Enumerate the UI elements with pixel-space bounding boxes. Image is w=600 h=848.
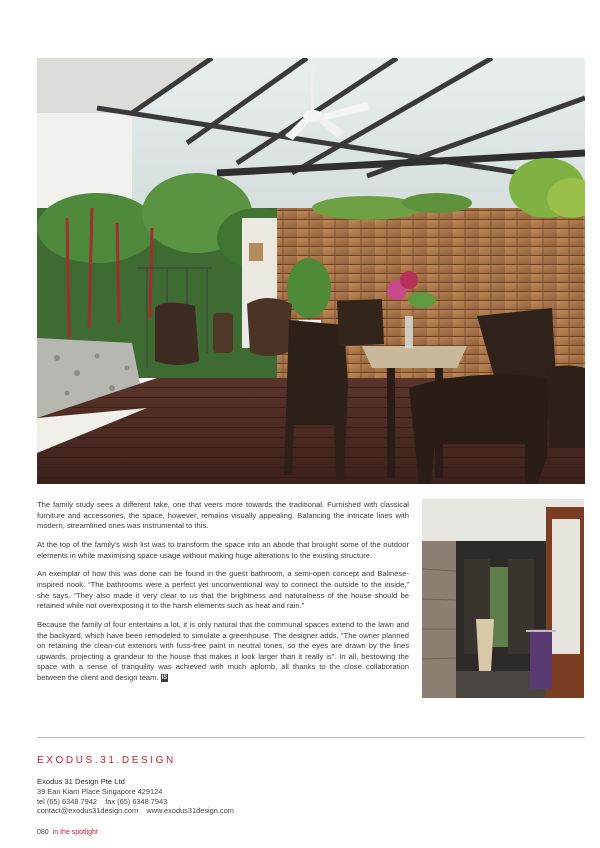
- paragraph: At the top of the family’s wish list was to transform the space into an abode that brought some of the outdoor elements in while maximising space usage without making huge alterations to the existing structure.: [37, 539, 409, 560]
- brand-logo: EXODUS.31.DESIGN: [37, 755, 176, 766]
- bathroom-photo: [422, 499, 584, 698]
- page-footer: [37, 829, 98, 836]
- bathroom-illustration: [422, 499, 584, 698]
- page-number: 080: [37, 829, 49, 836]
- article-body: [37, 500, 409, 692]
- paragraph: The family study sees a different take, one that veers more towards the traditional. Furnished with classical furniture and accessories, the space, however, remains visually appealing. Balancing the intricate lines with modern, streamlined ones was instrumental to this.: [37, 500, 409, 531]
- hero-photo: [37, 58, 585, 484]
- paragraph-text: Because the family of four entertains a lot, it is only natural that the communal spaces extend to the lawn and the backyard, which have been remodeled to simulate a greenhouse. The designer adds, “The owner planned on retaining the clean-cut exteriors with fuss-free paint in neutral tones, so the eyes are drawn by the lines upwards, projecting a grandeur to the house that makes it look larger than it really is”. In all, bestowing the space with a sense of tranquility was achieved with much aplomb, all thanks to the close collaboration between the client and design team.: [37, 619, 409, 682]
- email-website: contact@exodus31design.com www.exodus31design.com: [37, 806, 234, 816]
- phone-fax: tel (65) 6348 7942 fax (65) 6348 7943: [37, 796, 168, 806]
- company-name: Exodus 31 Design Pte Ltd: [37, 777, 125, 786]
- contact-block: [37, 787, 234, 816]
- terrace-illustration: [37, 58, 585, 484]
- divider: [37, 737, 585, 738]
- paragraph: An exemplar of how this was done can be found in the guest bathroom, a semi-open concept and Balinese-inspired nook. “The bathrooms were a perfect yet unconventional way to connect the outside to the inside,” she says. “They also made it very clear to us that the brightness and naturalness of the house should be retained while not overexposing it to the harsh elements such as heat and rain.”: [37, 569, 409, 611]
- section-name: in the spotlight: [52, 829, 98, 836]
- address: 39 Ean Kiam Place Singapore 429124: [37, 787, 163, 796]
- end-mark: IS: [161, 674, 168, 681]
- paragraph: [37, 620, 409, 684]
